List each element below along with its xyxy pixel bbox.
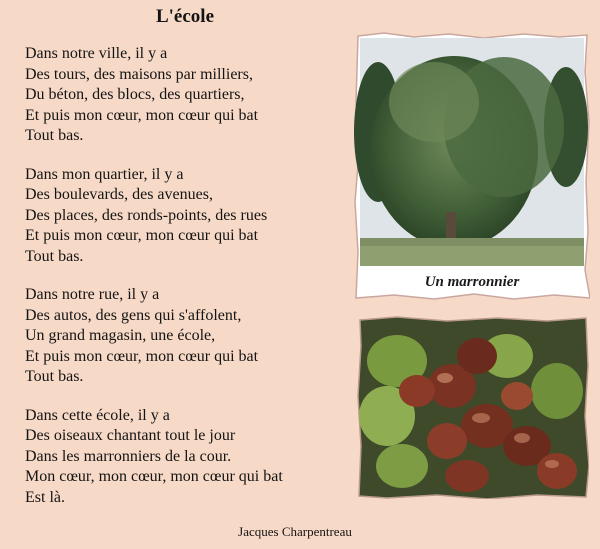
chestnut-tree-photo: [354, 32, 590, 300]
poem-line: Dans notre ville, il y a: [25, 45, 168, 62]
poem-line: Tout bas.: [25, 247, 84, 265]
poem-line: Des autos, des gens qui s'affolent,: [25, 306, 242, 324]
stanza: [25, 406, 355, 509]
poem-line: Et puis mon cœur, mon cœur qui bat: [25, 227, 259, 244]
tree-caption: Un marronnier: [424, 274, 520, 290]
poem-line: Dans cette école, il y a: [25, 406, 170, 424]
poem-line: Dans les marronniers de la cour.: [25, 447, 232, 465]
chestnut-tree-illustration: [354, 32, 590, 300]
poem-line: Des places, des ronds-points, des rues: [25, 206, 268, 224]
poem-author: Jacques Charpentreau: [238, 524, 352, 539]
poem-line: Tout bas.: [25, 127, 84, 144]
poem-line: Un grand magasin, une école,: [25, 327, 216, 344]
stanza: [25, 165, 355, 268]
poem-line: Des tours, des maisons par milliers,: [25, 65, 253, 83]
poem-line: Dans mon quartier, il y a: [25, 165, 184, 183]
chestnuts-illustration: [357, 316, 589, 499]
poem-line: Des oiseaux chantant tout le jour: [25, 427, 236, 444]
stanza: [25, 44, 355, 147]
poem-line: Et puis mon cœur, mon cœur qui bat: [25, 106, 259, 124]
poem-line: Et puis mon cœur, mon cœur qui bat: [25, 347, 259, 365]
poem-line: Des boulevards, des avenues,: [25, 186, 213, 203]
chestnuts-photo: [357, 316, 589, 499]
poem-title: L'école: [155, 6, 215, 27]
poem-line: Du béton, des blocs, des quartiers,: [25, 86, 245, 103]
poem-line: Dans notre rue, il y a: [25, 286, 160, 303]
poem-body: [25, 44, 355, 526]
stanza: [25, 285, 355, 388]
poem-line: Tout bas.: [25, 368, 84, 385]
poem-line: Est là.: [25, 488, 65, 506]
poem-line: Mon cœur, mon cœur, mon cœur qui bat: [25, 468, 283, 485]
